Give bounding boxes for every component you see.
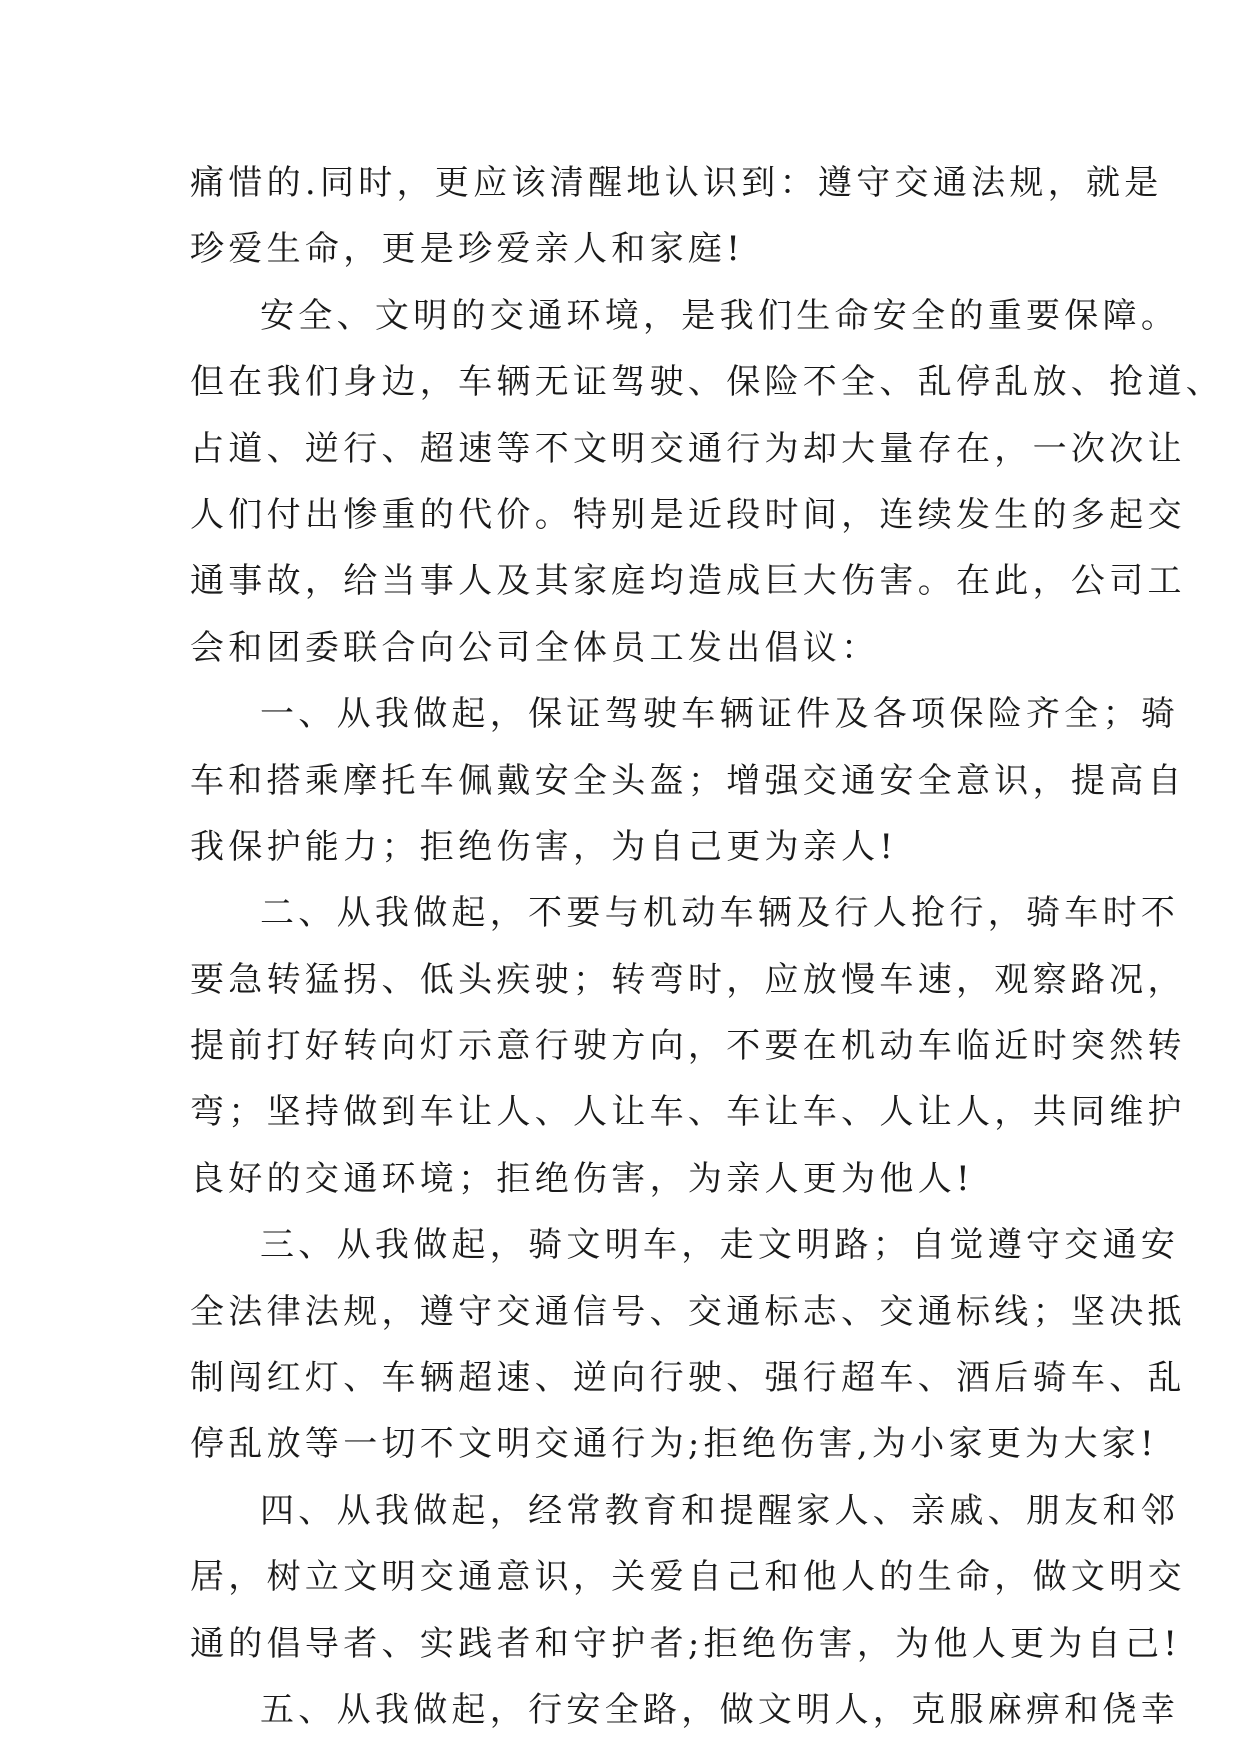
document-body [190, 150, 1225, 1743]
text-line: 珍爱生命，更是珍爱亲人和家庭! [190, 229, 745, 270]
paragraph-first-line: 三、从我做起，骑文明车，走文明路；自觉遵守交通安 [260, 1225, 1180, 1266]
paragraph-first-line: 一、从我做起，保证驾驶车辆证件及各项保险齐全；骑 [260, 694, 1180, 735]
text-line: 痛惜的.同时，更应该清醒地认识到：遵守交通法规，就是 [190, 163, 1163, 203]
text-line: 停乱放等一切不文明交通行为;拒绝伤害,为小家更为大家! [190, 1424, 1159, 1465]
text-line: 人们付出惨重的代价。特别是近段时间，连续发生的多起交 [190, 494, 1186, 535]
text-line: 提前打好转向灯示意行驶方向，不要在机动车临近时突然转 [190, 1026, 1186, 1067]
text-line: 弯；坚持做到车让人、人让车、车让车、人让人，共同维护 [190, 1092, 1186, 1133]
text-line: 我保护能力；拒绝伤害，为自己更为亲人! [190, 826, 898, 867]
text-line: 居，树立文明交通意识，关爱自己和他人的生命，做文明交 [190, 1557, 1186, 1598]
text-line: 良好的交通环境；拒绝伤害，为亲人更为他人! [190, 1158, 974, 1199]
text-line: 会和团委联合向公司全体员工发出倡议： [190, 627, 880, 668]
text-line: 通事故，给当事人及其家庭均造成巨大伤害。在此，公司工 [190, 561, 1186, 602]
paragraph-first-line: 五、从我做起，行安全路，做文明人，克服麻痹和侥幸 [260, 1689, 1180, 1730]
text-line: 全法律法规，遵守交通信号、交通标志、交通标线；坚决抵 [190, 1291, 1186, 1332]
text-line: 通的倡导者、实践者和守护者;拒绝伤害，为他人更为自己! [190, 1623, 1182, 1664]
text-line: 要急转猛拐、低头疾驶；转弯时，应放慢车速，观察路况， [190, 959, 1186, 1000]
text-line: 但在我们身边，车辆无证驾驶、保险不全、乱停乱放、抢道、 [190, 362, 1225, 403]
paragraph-first-line: 安全、文明的交通环境，是我们生命安全的重要保障。 [260, 295, 1180, 336]
paragraph-first-line: 二、从我做起，不要与机动车辆及行人抢行，骑车时不 [260, 893, 1180, 934]
paragraph-first-line: 四、从我做起，经常教育和提醒家人、亲戚、朋友和邻 [260, 1490, 1180, 1531]
text-line: 车和搭乘摩托车佩戴安全头盔；增强交通安全意识，提高自 [190, 760, 1186, 801]
text-line: 制闯红灯、车辆超速、逆向行驶、强行超车、酒后骑车、乱 [190, 1358, 1186, 1399]
text-line: 占道、逆行、超速等不文明交通行为却大量存在，一次次让 [190, 428, 1186, 469]
